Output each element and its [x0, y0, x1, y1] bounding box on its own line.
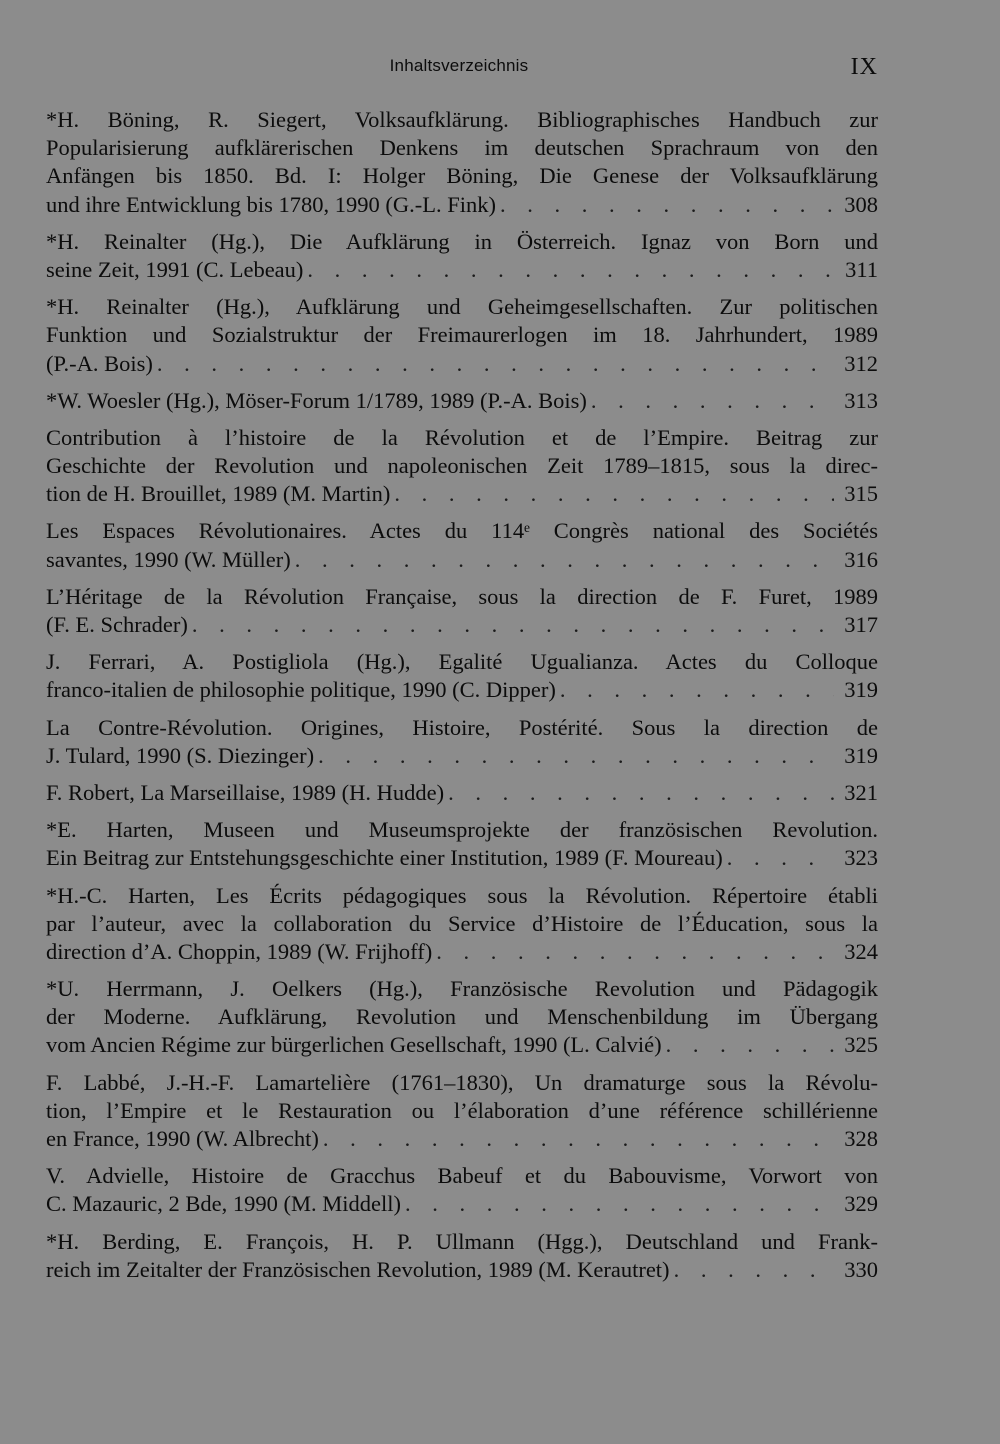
toc-entry — [46, 816, 878, 872]
dot-leader — [587, 387, 834, 415]
toc-entry-line: *E. Harten, Museen und Museumsprojekte der französischen Revolution. — [46, 817, 878, 843]
dot-leader — [390, 480, 834, 508]
dot-leader — [303, 256, 834, 284]
dot-leader — [291, 546, 834, 574]
toc-entry-text: direction d’A. Choppin, 1989 (W. Frijhoff) — [46, 938, 433, 964]
toc-entry-last-line — [46, 742, 878, 770]
toc-entry-last-line — [46, 1190, 878, 1218]
toc-entry-line: La Contre-Révolution. Origines, Histoire, Postérité. Sous la direction de — [46, 714, 878, 740]
toc-entry-text: C. Mazauric, 2 Bde, 1990 (M. Middell) — [46, 1191, 401, 1217]
toc-entry-line: Contribution à l’histoire de la Révolution et de l’Empire. Beitrag zur — [46, 424, 878, 450]
dot-leader — [153, 350, 834, 378]
toc-entry-last-line — [46, 844, 878, 872]
toc-entry — [46, 779, 878, 807]
toc-entry-line: *H. Reinalter (Hg.), Die Aufklärung in Österreich. Ignaz von Born und — [46, 228, 878, 254]
toc-entry — [46, 1162, 878, 1218]
toc-page-number: 313 — [844, 387, 878, 413]
toc-entry-text: Ein Beitrag zur Entstehungsgeschichte einer Institution, 1989 (F. Moureau) — [46, 845, 723, 871]
toc-entry-text: und ihre Entwicklung bis 1780, 1990 (G.-L. Fink) — [46, 191, 496, 217]
toc-entry-text: (P.-A. Bois) — [46, 350, 153, 376]
page-number: IX — [850, 54, 878, 80]
toc-entry-last-line — [46, 611, 878, 639]
toc-entry — [46, 714, 878, 770]
toc-entry-line: Les Espaces Révolutionaires. Actes du 114ᵉ Congrès national des Sociétés — [46, 518, 878, 544]
toc-entry-text: F. Robert, La Marseillaise, 1989 (H. Hudde) — [46, 779, 445, 805]
running-head — [0, 54, 1000, 84]
toc-page-number: 316 — [844, 546, 878, 572]
toc-entry-text: vom Ancien Régime zur bürgerlichen Gesellschaft, 1990 (L. Calvié) — [46, 1032, 662, 1058]
toc-entry-line: der Moderne. Aufklärung, Revolution und Menschenbildung im Übergang — [46, 1004, 878, 1030]
toc-page-number: 323 — [844, 845, 878, 871]
toc-entry-line: par l’auteur, avec la collaboration du Service d’Histoire de l’Éducation, sous la — [46, 910, 878, 936]
toc-entry — [46, 293, 878, 378]
toc-entry-line: *H. Reinalter (Hg.), Aufklärung und Geheimgesellschaften. Zur politischen — [46, 294, 878, 320]
dot-leader — [314, 742, 834, 770]
toc-entry-text: J. Tulard, 1990 (S. Diezinger) — [46, 742, 315, 768]
toc-entry-line: Anfängen bis 1850. Bd. I: Holger Böning, Die Genese der Volksaufklärung — [46, 163, 878, 189]
toc-entry-line: tion, l’Empire et le Restauration ou l’élaboration d’une référence schillérienne — [46, 1097, 878, 1123]
toc-entry-last-line — [46, 546, 878, 574]
toc-entry-last-line — [46, 350, 878, 378]
toc-entry — [46, 975, 878, 1060]
toc-page-number: 328 — [844, 1126, 878, 1151]
toc-entry — [46, 648, 878, 704]
dot-leader — [319, 1125, 834, 1153]
toc-entry — [46, 583, 878, 639]
dot-leader — [723, 844, 834, 872]
toc-entry-line: V. Advielle, Histoire de Gracchus Babeuf et du Babouvisme, Vorwort von — [46, 1163, 878, 1189]
toc-page-number: 325 — [844, 1032, 878, 1058]
toc-entry-text: tion de H. Brouillet, 1989 (M. Martin) — [46, 481, 391, 507]
toc-entry-last-line — [46, 676, 878, 704]
toc-entry-last-line — [46, 387, 878, 415]
toc-page-number: 315 — [844, 481, 878, 507]
dot-leader — [556, 676, 834, 704]
toc-page-number: 319 — [844, 742, 878, 768]
toc-entry-last-line — [46, 779, 878, 807]
toc-entry-line: Geschichte der Revolution und napoleonischen Zeit 1789–1815, sous la direc- — [46, 453, 878, 479]
toc-entry — [46, 424, 878, 509]
dot-leader — [496, 191, 834, 219]
toc-entry-text: savantes, 1990 (W. Müller) — [46, 546, 291, 572]
toc-entry-last-line — [46, 1256, 878, 1284]
toc-entry-text: seine Zeit, 1991 (C. Lebeau) — [46, 256, 304, 282]
toc-entry-line: J. Ferrari, A. Postigliola (Hg.), Egalité Ugualianza. Actes du Colloque — [46, 649, 878, 675]
toc-page-number: 308 — [844, 191, 878, 217]
toc-page-number: 311 — [845, 256, 878, 282]
toc-entry-text: franco-italien de philosophie politique, 1990 (C. Dipper) — [46, 677, 556, 703]
toc-entry-line: *U. Herrmann, J. Oelkers (Hg.), Französische Revolution und Pädagogik — [46, 976, 878, 1002]
dot-leader — [401, 1190, 834, 1218]
toc-entry-text: (F. E. Schrader) — [46, 612, 188, 637]
toc-entry — [46, 517, 878, 573]
toc-entry-text: *W. Woesler (Hg.), Möser-Forum 1/1789, 1989 (P.-A. Bois) — [46, 387, 587, 413]
dot-leader — [662, 1031, 834, 1059]
toc-page-number: 317 — [844, 612, 878, 637]
toc-entry-line: *H. Berding, E. François, H. P. Ullmann (Hgg.), Deutschland und Frank- — [46, 1228, 878, 1254]
toc-entry-last-line — [46, 191, 878, 219]
toc-page-number: 330 — [844, 1256, 878, 1282]
toc-entries — [46, 106, 878, 1293]
toc-entry-last-line — [46, 480, 878, 508]
toc-entry-line: F. Labbé, J.-H.-F. Lamartelière (1761–1830), Un dramaturge sous la Révolu- — [46, 1069, 878, 1095]
toc-entry — [46, 1069, 878, 1154]
toc-page-number: 312 — [844, 350, 878, 376]
toc-entry-line: Funktion und Sozialstruktur der Freimaurerlogen im 18. Jahrhundert, 1989 — [46, 322, 878, 348]
toc-page-number: 321 — [844, 779, 878, 805]
toc-entry-text: reich im Zeitalter der Französischen Revolution, 1989 (M. Kerautret) — [46, 1256, 670, 1282]
toc-page-number: 319 — [844, 677, 878, 703]
toc-entry — [46, 106, 878, 219]
dot-leader — [444, 779, 834, 807]
running-title: Inhaltsverzeichnis — [389, 56, 529, 75]
toc-entry-last-line — [46, 938, 878, 966]
toc-entry-last-line — [46, 1031, 878, 1059]
toc-entry-line: Popularisierung aufklärerischen Denkens im deutschen Sprachraum von den — [46, 135, 878, 161]
dot-leader — [188, 611, 834, 639]
toc-entry-last-line — [46, 1125, 878, 1153]
toc-entry-text: en France, 1990 (W. Albrecht) — [46, 1126, 319, 1151]
toc-entry — [46, 228, 878, 284]
toc-entry-line: *H.-C. Harten, Les Écrits pédagogiques sous la Révolution. Répertoire établi — [46, 882, 878, 908]
dot-leader — [432, 938, 834, 966]
toc-entry — [46, 882, 878, 967]
toc-entry — [46, 387, 878, 415]
toc-entry-last-line — [46, 256, 878, 284]
toc-page-number: 329 — [844, 1191, 878, 1217]
toc-entry-line: *H. Böning, R. Siegert, Volksaufklärung. Bibliographisches Handbuch zur — [46, 107, 878, 132]
toc-entry — [46, 1228, 878, 1284]
toc-page-number: 324 — [844, 938, 878, 964]
dot-leader — [670, 1256, 834, 1284]
toc-entry-line: L’Héritage de la Révolution Française, sous la direction de F. Furet, 1989 — [46, 583, 878, 609]
